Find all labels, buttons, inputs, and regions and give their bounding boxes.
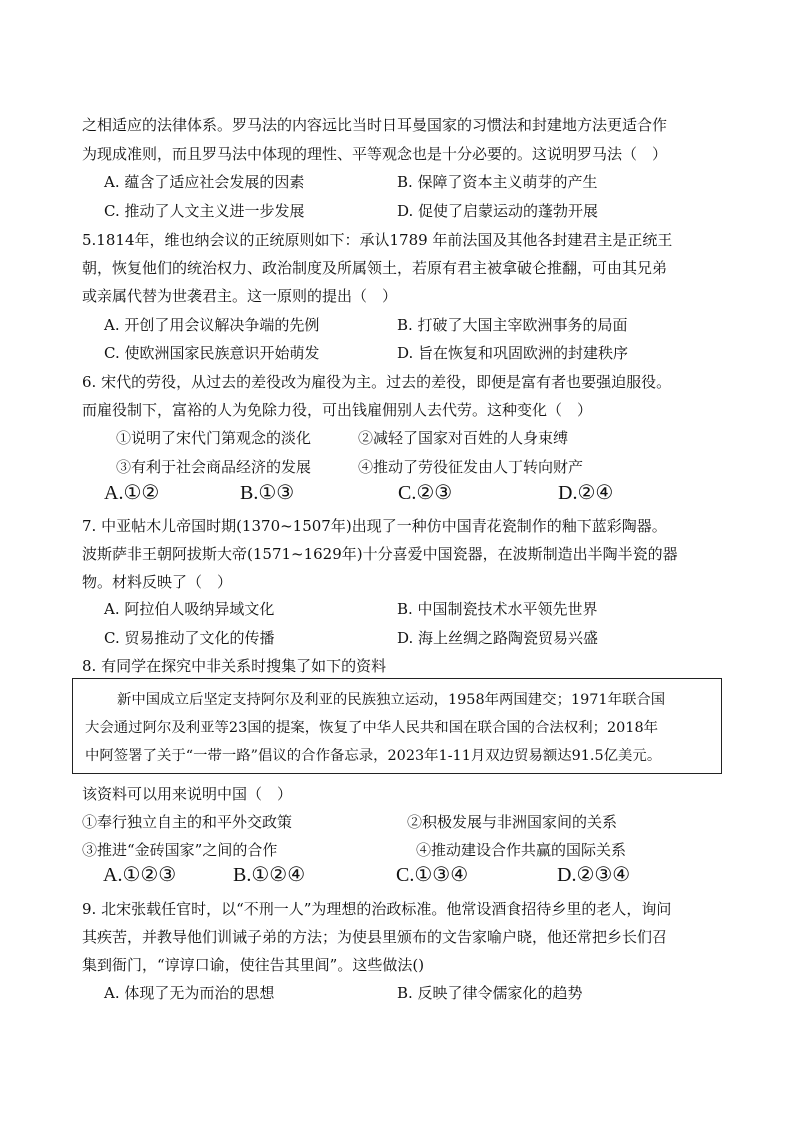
q5-text-line: 朝，恢复他们的统治权力、政治制度及所属领土，若原有君主被拿破仑推翻，可由其兄弟 xyxy=(82,259,668,277)
q4-text-line: 为现成准则，而且罗马法中体现的理性、平等观念也是十分必要的。这说明罗马法（ ） xyxy=(82,145,668,163)
q9-text-line: 集到衙门，“谆谆口谕，使往告其里闾”。这些做法() xyxy=(82,956,425,974)
q5-text-line: 5.1814年，维也纳会议的正统原则如下：承认1789 年前法国及其他各封建君主是正统王 xyxy=(82,231,673,249)
q6-text-line: 6. 宋代的劳役，从过去的差役改为雇役为主。过去的差役，即便是富有者也要强迫服役。 xyxy=(82,373,672,391)
q8-material-line: 中阿签署了关于“一带一路”倡议的合作备忘录，2023年1-11月双边贸易额达91.5亿美元。 xyxy=(85,748,662,764)
q5-option-b: B. 打破了大国主宰欧洲事务的局面 xyxy=(397,316,628,334)
q7-option-c: C. 贸易推动了文化的传播 xyxy=(104,629,275,647)
q4-option-a: A. 蕴含了适应社会发展的因素 xyxy=(104,173,305,191)
q6-statement-4: ④推动了劳役征发由人丁转向财产 xyxy=(358,458,584,476)
q5-text-line: 或亲属代替为世袭君主。这一原则的提出（ ） xyxy=(82,287,398,305)
q4-option-c: C. 推动了人文主义进一步发展 xyxy=(104,202,305,220)
q8-text-line: 8. 有同学在探究中非关系时搜集了如下的资料 xyxy=(82,657,387,675)
q6-statement-3: ③有利于社会商品经济的发展 xyxy=(116,458,312,476)
q9-option-a: A. 体现了无为而治的思想 xyxy=(104,984,275,1002)
q7-text-line: 波斯萨非王朝阿拔斯大帝(1571~1629年)十分喜爱中国瓷器，在波斯制造出半陶半瓷的器 xyxy=(82,545,678,563)
q4-option-d: D. 促使了启蒙运动的蓬勃开展 xyxy=(397,202,599,220)
q8-question-line: 该资料可以用来说明中国（ ） xyxy=(82,785,293,803)
q6-statement-2: ②减轻了国家对百姓的人身束缚 xyxy=(358,429,569,447)
q6-option-a: A.①② xyxy=(104,482,160,504)
q6-option-c: C.②③ xyxy=(398,482,453,504)
q8-option-c: C.①③④ xyxy=(396,864,469,886)
q8-statement-3: ③推进“金砖国家”之间的合作 xyxy=(82,841,278,859)
q8-option-b: B.①②④ xyxy=(233,864,306,886)
q7-option-d: D. 海上丝绸之路陶瓷贸易兴盛 xyxy=(397,629,599,647)
q9-option-b: B. 反映了律令儒家化的趋势 xyxy=(397,984,583,1002)
q8-material-box xyxy=(72,678,722,774)
q6-option-d: D.②④ xyxy=(558,482,614,504)
q8-option-a: A.①②③ xyxy=(103,864,177,886)
q7-text-line: 物。材料反映了（ ） xyxy=(82,573,233,591)
q8-material-line: 新中国成立后坚定支持阿尔及利亚的民族独立运动，1958年两国建交；1971年联合国 xyxy=(117,692,666,708)
q8-statement-2: ②积极发展与非洲国家间的关系 xyxy=(407,813,618,831)
q4-option-b: B. 保障了资本主义萌芽的产生 xyxy=(397,173,598,191)
q8-statement-1: ①奉行独立自主的和平外交政策 xyxy=(82,813,293,831)
q4-text-line: 之相适应的法律体系。罗马法的内容远比当时日耳曼国家的习惯法和封建地方法更适合作 xyxy=(82,116,668,134)
q6-text-line: 而雇役制下，富裕的人为免除力役，可出钱雇佣别人去代劳。这种变化（ ） xyxy=(82,401,593,419)
q9-text-line: 9. 北宋张载任官时，以“不刑一人”为理想的治政标准。他常设酒食招待乡里的老人，询问 xyxy=(82,900,672,918)
q8-option-d: D.②③④ xyxy=(557,864,631,886)
q5-option-a: A. 开创了用会议解决争端的先例 xyxy=(104,316,320,334)
q9-text-line: 其疾苦，并教导他们训诫子弟的方法；为使县里颁布的文告家喻户晓，他还常把乡长们召 xyxy=(82,928,668,946)
q6-statement-1: ①说明了宋代门第观念的淡化 xyxy=(116,429,312,447)
q8-statement-4: ④推动建设合作共赢的国际关系 xyxy=(416,841,627,859)
q5-option-c: C. 使欧洲国家民族意识开始萌发 xyxy=(104,344,320,362)
q5-option-d: D. 旨在恢复和巩固欧洲的封建秩序 xyxy=(397,344,629,362)
q7-text-line: 7. 中亚帖木儿帝国时期(1370~1507年)出现了一种仿中国青花瓷制作的釉下蓝彩陶器。 xyxy=(82,517,667,535)
q6-option-b: B.①③ xyxy=(240,482,295,504)
q7-option-b: B. 中国制瓷技术水平领先世界 xyxy=(397,600,598,618)
q8-material-line: 大会通过阿尔及利亚等23国的提案，恢复了中华人民共和国在联合国的合法权利；2018年 xyxy=(85,720,658,736)
q7-option-a: A. 阿拉伯人吸纳异域文化 xyxy=(104,600,275,618)
